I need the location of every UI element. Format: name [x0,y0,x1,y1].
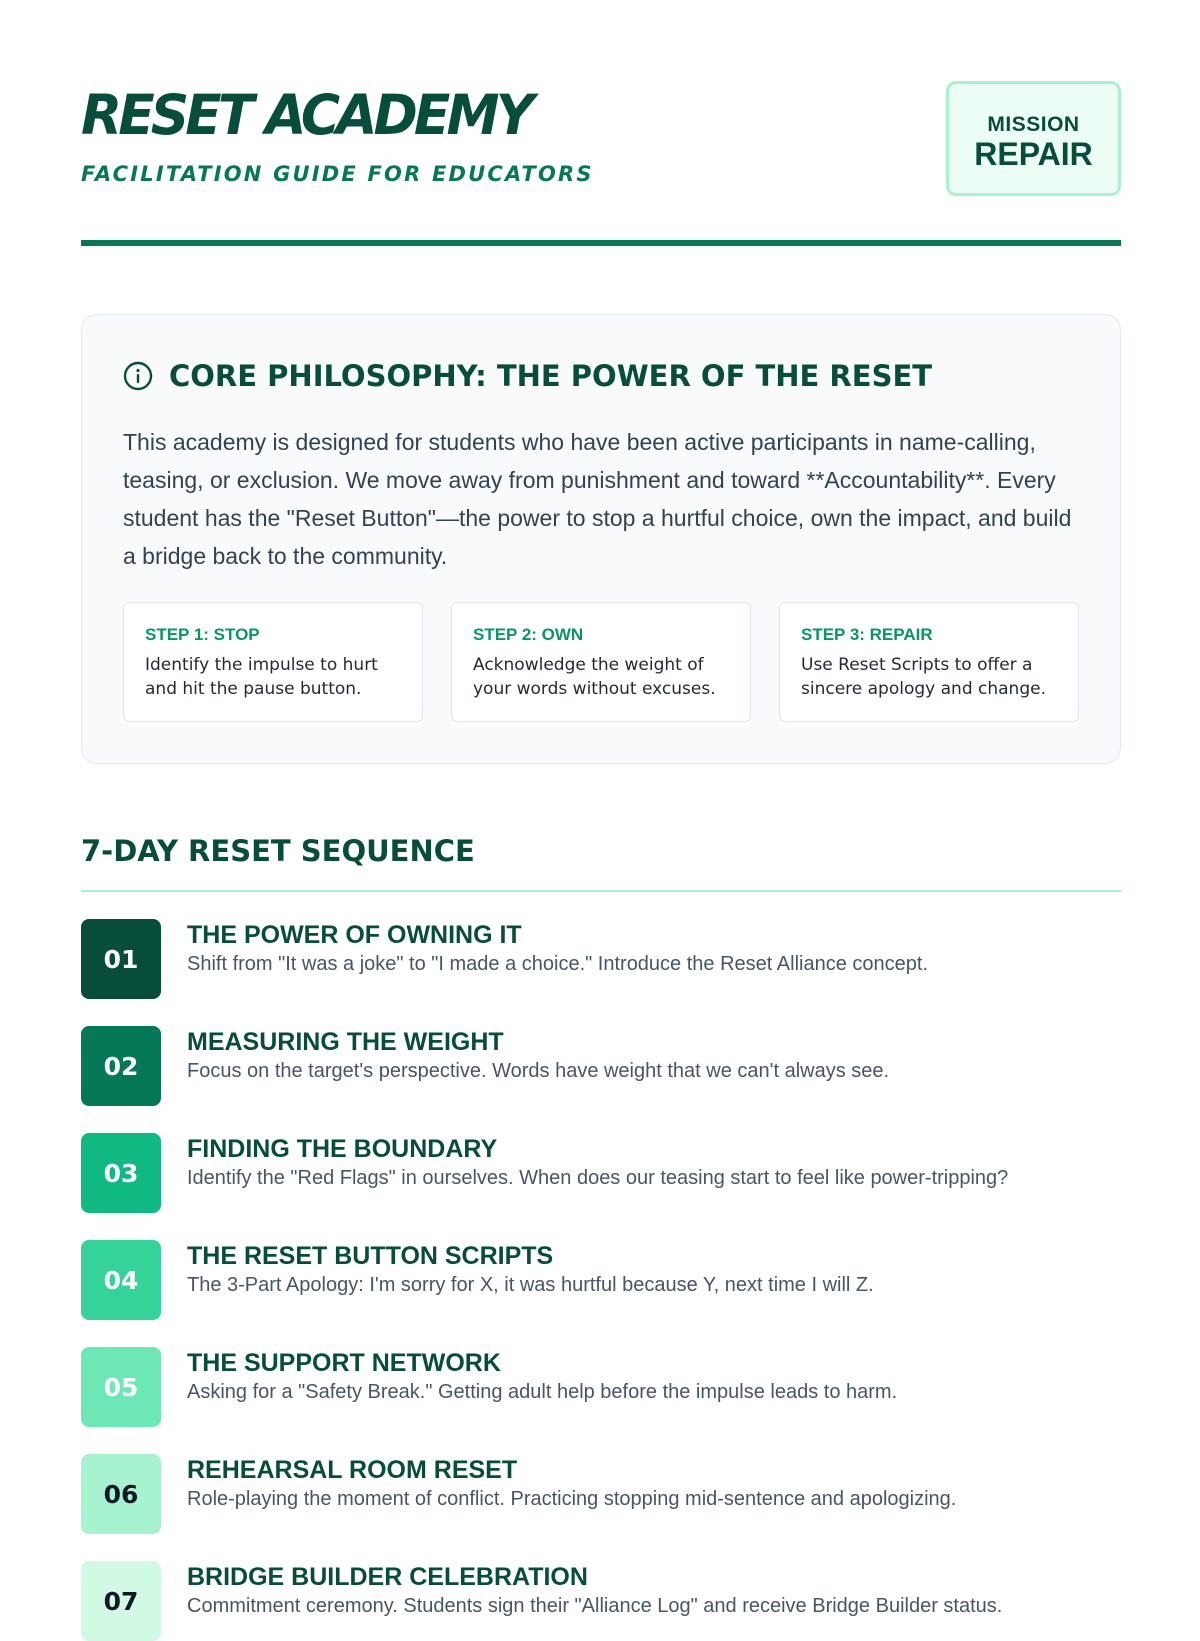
day-number-badge: 03 [81,1133,161,1213]
day-title: THE POWER OF OWNING IT [187,921,522,949]
step-text: Use Reset Scripts to offer a sincere apology and change. [801,655,1046,699]
header-divider [81,240,1121,246]
day-number-badge: 05 [81,1347,161,1427]
badge-value: REPAIR [974,136,1093,172]
philosophy-heading [123,359,932,393]
day-title: MEASURING THE WEIGHT [187,1028,504,1056]
day-item [81,1454,1121,1534]
steps-row [123,602,1079,722]
day-item [81,1026,1121,1106]
day-item [81,1240,1121,1320]
day-number-badge: 02 [81,1026,161,1106]
day-item [81,919,1121,999]
day-item [81,1133,1121,1213]
day-number-badge: 04 [81,1240,161,1320]
day-title: THE RESET BUTTON SCRIPTS [187,1242,554,1270]
day-number-badge: 06 [81,1454,161,1534]
day-title: BRIDGE BUILDER CELEBRATION [187,1563,588,1591]
day-description: Asking for a "Safety Break." Getting adult help before the impulse leads to harm. [187,1381,898,1403]
step-card-stop [123,602,423,722]
philosophy-card [81,314,1121,764]
badge-label: MISSION [987,113,1080,136]
info-icon [123,361,153,391]
step-card-own [451,602,751,722]
mission-badge [946,81,1121,196]
day-description: The 3-Part Apology: I'm sorry for X, it was hurtful because Y, next time I will Z. [187,1274,874,1296]
step-label: STEP 2: OWN [473,625,584,644]
brand-subtitle: FACILITATION GUIDE FOR EDUCATORS [81,162,594,186]
day-number-badge: 01 [81,919,161,999]
day-item [81,1561,1121,1641]
day-title: THE SUPPORT NETWORK [187,1349,501,1377]
day-description: Shift from "It was a joke" to "I made a choice." Introduce the Reset Alliance concept. [187,953,928,975]
sequence-title: 7-DAY RESET SEQUENCE [81,834,475,868]
step-card-repair [779,602,1079,722]
philosophy-title: CORE PHILOSOPHY: THE POWER OF THE RESET [169,359,933,393]
guide-page [81,0,1121,1617]
day-title: FINDING THE BOUNDARY [187,1135,498,1163]
day-title: REHEARSAL ROOM RESET [187,1456,518,1484]
day-description: Focus on the target's perspective. Words have weight that we can't always see. [187,1060,890,1082]
step-text: Acknowledge the weight of your words without excuses. [473,655,716,699]
day-description: Commitment ceremony. Students sign their "Alliance Log" and receive Bridge Builder status. [187,1595,1003,1617]
brand-title: RESET ACADEMY [81,83,531,147]
day-number-badge: 07 [81,1561,161,1641]
sequence-divider [81,890,1121,892]
day-description: Role-playing the moment of conflict. Practicing stopping mid-sentence and apologizing. [187,1488,957,1510]
step-text: Identify the impulse to hurt and hit the pause button. [145,655,378,699]
header [81,0,1121,246]
step-label: STEP 1: STOP [145,625,260,644]
step-label: STEP 3: REPAIR [801,625,933,644]
day-item [81,1347,1121,1427]
philosophy-body: This academy is designed for students who have been active participants in name-calling, teasing, or exclusion. We move away from punishment and toward **Accountability**. Every student has the "Reset Button"—the power to stop a hurtful choice, own the impact, and build a bridge back to the community. [123,429,1072,569]
day-description: Identify the "Red Flags" in ourselves. When does our teasing start to feel like power-tripping? [187,1167,1009,1189]
